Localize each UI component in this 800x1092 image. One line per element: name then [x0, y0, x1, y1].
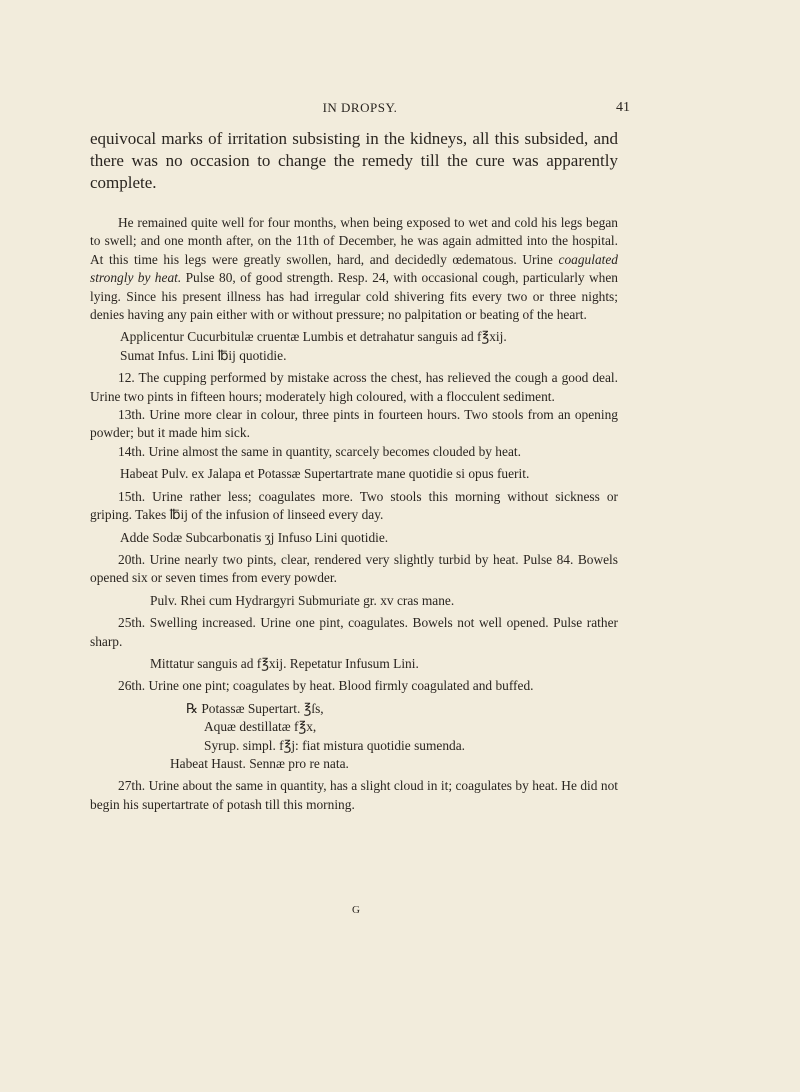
- prescription-line: Applicentur Cucurbitulæ cruentæ Lumbis et detrahatur sanguis ad f℥xij.: [120, 329, 507, 345]
- prescription-line: Pulv. Rhei cum Hydrargyri Submuriate gr. xv cras mane.: [150, 592, 455, 608]
- prescription-line: ℞ Potassæ Supertart. ℥ſs,: [186, 700, 324, 716]
- day-entry-27: 27th. Urine about the same in quantity, has a slight cloud in it; coagulates by heat. He did not begin his supertartrate of potash till this morning.: [90, 778, 618, 812]
- prescription-line: Habeat Haust. Sennæ pro re nata.: [170, 755, 349, 771]
- day-entry-26: 26th. Urine one pint; coagulates by heat. Blood firmly coagulated and buffed.: [118, 678, 534, 694]
- prescription-line: Mittatur sanguis ad f℥xij. Repetatur Infusum Lini.: [150, 655, 419, 671]
- prescription-block: [90, 700, 618, 755]
- day-entry-12: 12. The cupping performed by mistake across the chest, has relieved the cough a good deal. Urine two pints in fifteen hours; moderately high coloured, with a flocculent sediment.: [90, 370, 618, 404]
- page-number: 41: [616, 100, 630, 115]
- day-entry-14: 14th. Urine almost the same in quantity, scarcely becomes clouded by heat.: [118, 443, 521, 459]
- prescription-line: Adde Sodæ Subcarbonatis ʒj Infuso Lini quotidie.: [120, 529, 389, 545]
- lead-paragraph: equivocal marks of irritation subsisting in the kidneys, all this subsided, and there was no occasion to change the remedy till the cure was apparently complete.: [90, 129, 618, 192]
- page-body: [90, 128, 618, 814]
- day-entry-25: 25th. Swelling increased. Urine one pint, coagulates. Bowels not well opened. Pulse rather sharp.: [90, 615, 618, 649]
- prescription-line: Syrup. simpl. f℥j: fiat mistura quotidie sumenda.: [204, 737, 466, 753]
- day-entry-13: 13th. Urine more clear in colour, three pints in fourteen hours. Two stools from an opening powder; but it made him sick.: [90, 407, 618, 441]
- signature-mark: G: [352, 904, 360, 916]
- prescription-line: Aquæ destillatæ f℥x,: [204, 719, 317, 735]
- prescription-line: Sumat Infus. Lini ℔ij quotidie.: [120, 347, 287, 363]
- history-paragraph: He remained quite well for four months, when being exposed to wet and cold his legs began to swell; and one month after, on the 11th of December, he was again admitted into the hospital. At this time his legs were greatly swollen, hard, and decidedly œdematous. Urine coagulated strongly by heat. Pulse 80, of good strength. Resp. 24, with occasional cough, particularly when lying. Since his present illness has had irregular cold shivering fits every two or three nights; denies having any pain either with or without pressure; no palpitation or beating of the heart.: [90, 215, 618, 323]
- day-entry-15: 15th. Urine rather less; coagulates more. Two stools this morning without sickness or griping. Takes ℔ij of the infusion of linseed every day.: [90, 488, 618, 523]
- page-header: [90, 100, 630, 120]
- running-head: IN DROPSY.: [322, 100, 398, 115]
- day-entry-20: 20th. Urine nearly two pints, clear, rendered very slightly turbid by heat. Pulse 84. Bowels opened six or seven times from every powder.: [90, 551, 618, 586]
- prescription-line: Habeat Pulv. ex Jalapa et Potassæ Supertartrate mane quotidie si opus fuerit.: [120, 466, 530, 482]
